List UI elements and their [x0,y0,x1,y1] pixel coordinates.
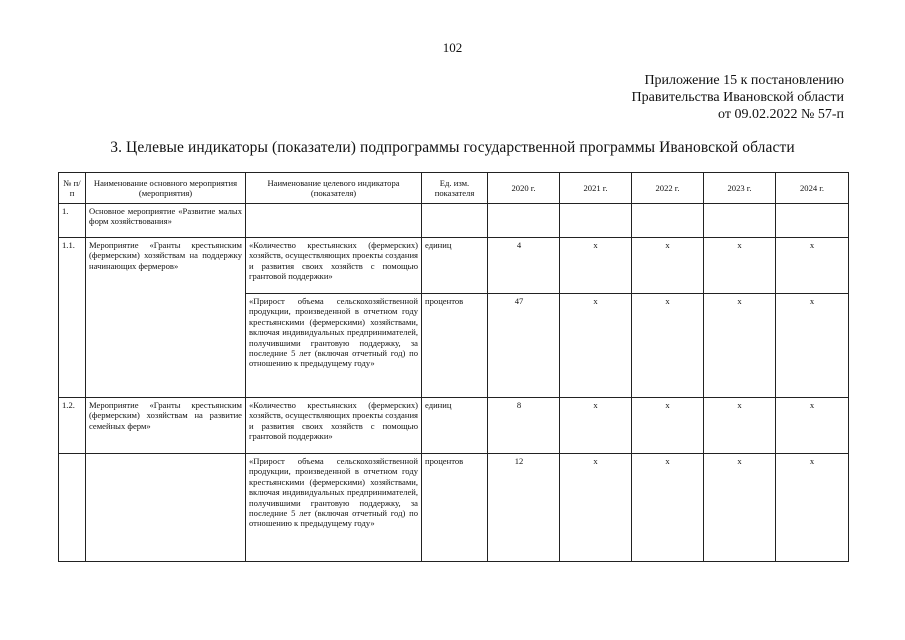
row-unit: процентов [422,454,488,562]
row-unit: единиц [422,238,488,294]
empty-cell [59,454,86,562]
row-indicator: «Прирост объема сельскохозяйственной продукции, произведенной в отчетном году крестьянскими (фермерскими) хозяйствами, включая индивидуальных предпринимателей, получившими грантовую поддержку, за последние 5 лет (включая отчетный год) по отношению к предыдущему году» [246,454,422,562]
value-2022: x [632,238,704,294]
row-indicator: «Прирост объема сельскохозяйственной продукции, произведенной в отчетном году крестьянскими (фермерскими) хозяйствами, включая индивидуальных предпринимателей, получившими грантовую поддержку, за последние 5 лет (включая отчетный год) по отношению к предыдущему году» [246,294,422,398]
empty-cell [560,204,632,238]
empty-cell [246,204,422,238]
row-event: Мероприятие «Гранты крестьянским (фермерским) хозяйствам на поддержку начинающих фермеров» [86,238,246,398]
value-2022: x [632,294,704,398]
row-indicator: «Количество крестьянских (фермерских) хозяйств, осуществляющих проекты создания и развития своих хозяйств с помощью грантовой поддержки» [246,398,422,454]
value-2021: x [560,294,632,398]
table-header-row [59,173,849,204]
value-2020: 47 [488,294,560,398]
row-event: Мероприятие «Гранты крестьянским (фермерским) хозяйствам на развитие семейных ферм» [86,398,246,454]
table-row [59,204,849,238]
header-num: № п/п [59,173,86,204]
value-2023: x [704,454,776,562]
header-2020: 2020 г. [488,173,560,204]
appendix-line-1: Приложение 15 к постановлению [644,73,844,88]
appendix-header [632,72,844,123]
header-2021: 2021 г. [560,173,632,204]
value-2024: x [776,454,849,562]
header-2022: 2022 г. [632,173,704,204]
table-row [59,238,849,294]
row-num: 1.1. [59,238,86,398]
empty-cell [422,204,488,238]
value-2024: x [776,294,849,398]
value-2023: x [704,238,776,294]
header-indicator: Наименование целевого индикатора (показателя) [246,173,422,204]
page-number: 102 [442,40,463,55]
value-2023: x [704,294,776,398]
value-2020: 4 [488,238,560,294]
row-unit: единиц [422,398,488,454]
header-2023: 2023 г. [704,173,776,204]
empty-cell [776,204,849,238]
value-2022: x [632,398,704,454]
row-num: 1. [59,204,86,238]
value-2020: 12 [488,454,560,562]
empty-cell [632,204,704,238]
row-num: 1.2. [59,398,86,454]
table-row [59,398,849,454]
appendix-line-2: Правительства Ивановской области [631,90,844,105]
value-2021: x [560,454,632,562]
header-event: Наименование основного мероприятия (мероприятия) [86,173,246,204]
value-2020: 8 [488,398,560,454]
header-2024: 2024 г. [776,173,849,204]
value-2024: x [776,238,849,294]
row-event: Основное мероприятие «Развитие малых форм хозяйствования» [86,204,246,238]
indicators-table [58,172,849,562]
value-2022: x [632,454,704,562]
header-unit: Ед. изм. показателя [422,173,488,204]
table-row [59,454,849,562]
value-2021: x [560,238,632,294]
empty-cell [86,454,246,562]
value-2024: x [776,398,849,454]
document-title: 3. Целевые индикаторы (показатели) подпрограммы государственной программы Ивановской области [110,139,795,156]
appendix-line-3: от 09.02.2022 № 57-п [718,107,844,122]
empty-cell [704,204,776,238]
value-2023: x [704,398,776,454]
row-indicator: «Количество крестьянских (фермерских) хозяйств, осуществляющих проекты создания и развития своих хозяйств с помощью грантовой поддержки» [246,238,422,294]
row-unit: процентов [422,294,488,398]
value-2021: x [560,398,632,454]
empty-cell [488,204,560,238]
